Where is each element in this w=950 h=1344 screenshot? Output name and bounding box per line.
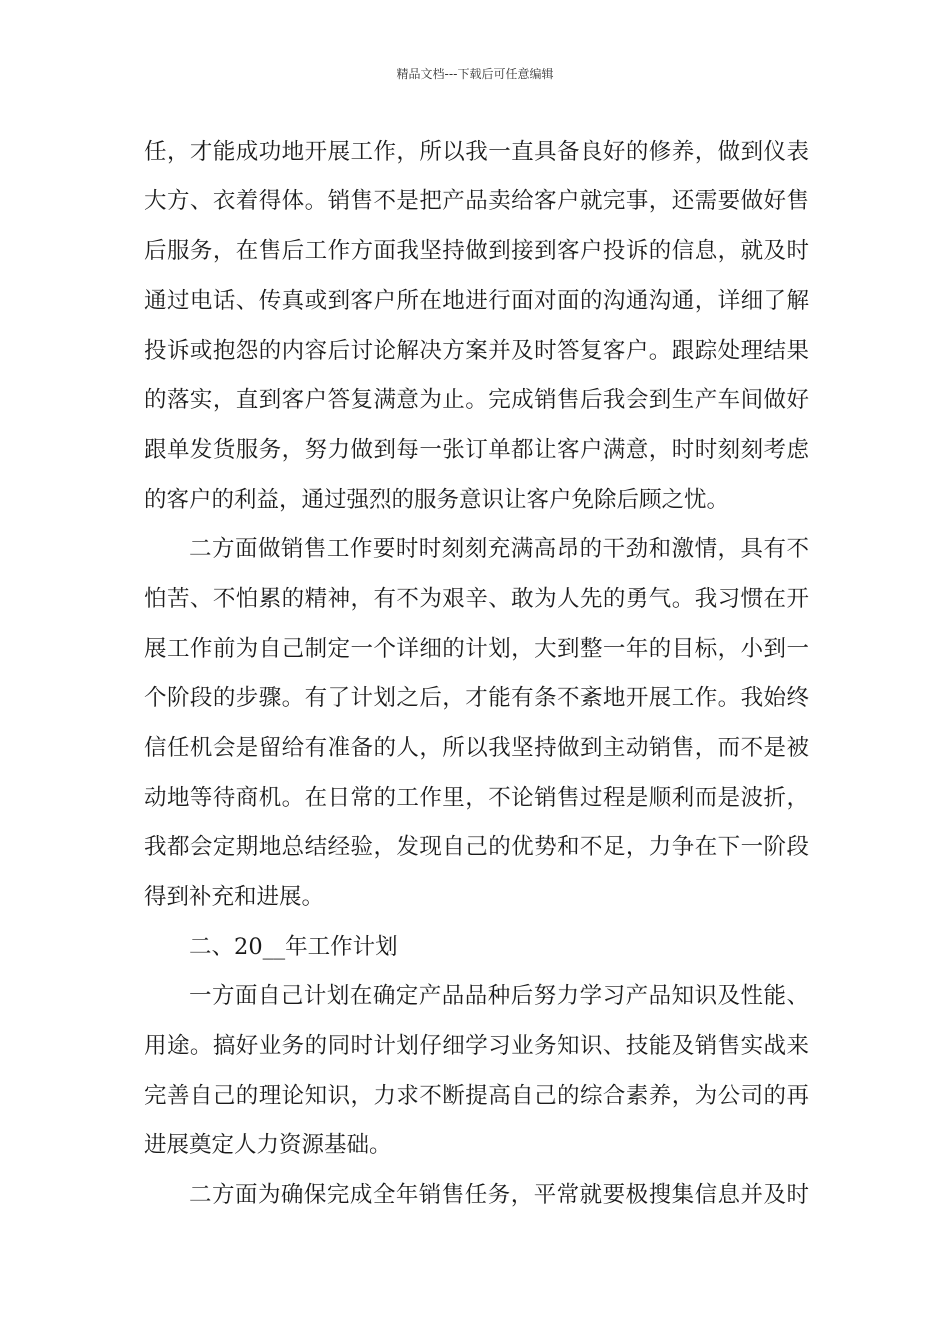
- text-line: 通过电话、传真或到客户所在地进行面对面的沟通沟通，详细了解: [144, 288, 809, 314]
- text-line: 完善自己的理论知识，力求不断提高自己的综合素养，为公司的再: [144, 1083, 809, 1109]
- text-line: 任，才能成功地开展工作，所以我一直具备良好的修养，做到仪表: [144, 139, 809, 165]
- text-line: 后服务，在售后工作方面我坚持做到接到客户投诉的信息，就及时: [144, 238, 809, 264]
- text-line: 一方面自己计划在确定产品品种后努力学习产品知识及性能、: [189, 983, 809, 1009]
- text-line: 的落实，直到客户答复满意为止。完成销售后我会到生产车间做好: [144, 387, 809, 413]
- text-line: 个阶段的步骤。有了计划之后，才能有条不紊地开展工作。我始终: [144, 685, 809, 711]
- text-line: 动地等待商机。在日常的工作里，不论销售过程是顺利而是波折，: [144, 785, 809, 811]
- page-header: 精品文档---下载后可任意编辑: [396, 67, 554, 81]
- text-line: 二方面做销售工作要时时刻刻充满高昂的干劲和激情，具有不: [189, 536, 809, 562]
- section-heading: 二、20__年工作计划: [189, 934, 398, 960]
- text-line: 二方面为确保完成全年销售任务，平常就要极搜集信息并及时: [189, 1182, 809, 1208]
- text-line: 进展奠定人力资源基础。: [144, 1132, 392, 1158]
- text-line: 信任机会是留给有准备的人，所以我坚持做到主动销售，而不是被: [144, 735, 809, 761]
- text-line: 的客户的利益，通过强烈的服务意识让客户免除后顾之忧。: [144, 487, 730, 513]
- text-line: 投诉或抱怨的内容后讨论解决方案并及时答复客户。跟踪处理结果: [144, 338, 809, 364]
- text-line: 得到补充和进展。: [144, 884, 325, 910]
- text-line: 怕苦、不怕累的精神，有不为艰辛、敢为人先的勇气。我习惯在开: [144, 586, 809, 612]
- text-line: 我都会定期地总结经验，发现自己的优势和不足，力争在下一阶段: [144, 834, 809, 860]
- text-line: 展工作前为自己制定一个详细的计划，大到整一年的目标，小到一: [144, 636, 809, 662]
- text-line: 大方、衣着得体。销售不是把产品卖给客户就完事，还需要做好售: [144, 188, 809, 214]
- text-line: 用途。搞好业务的同时计划仔细学习业务知识、技能及销售实战来: [144, 1033, 809, 1059]
- text-line: 跟单发货服务，努力做到每一张订单都让客户满意，时时刻刻考虑: [144, 437, 809, 463]
